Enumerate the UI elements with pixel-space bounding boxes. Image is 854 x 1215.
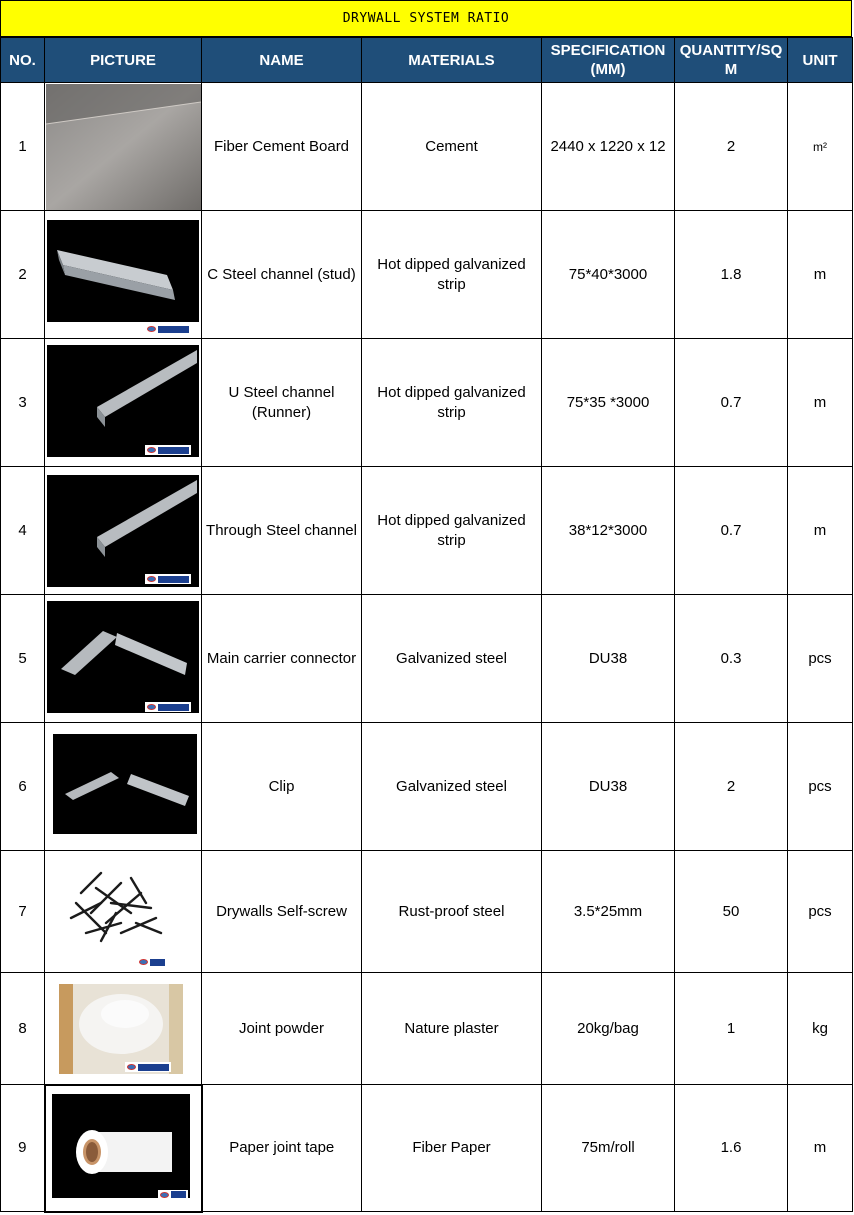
cell-materials: Galvanized steel xyxy=(362,723,542,851)
table-row xyxy=(1,339,853,467)
cell-materials: Hot dipped galvanized strip xyxy=(362,211,542,339)
table-row xyxy=(1,1085,853,1212)
cell-name: Joint powder xyxy=(202,973,362,1085)
header-no: NO. xyxy=(1,38,45,83)
cell-picture xyxy=(45,973,202,1085)
cell-unit: m xyxy=(788,211,853,339)
ratio-table xyxy=(0,37,853,1213)
self-screw-photo xyxy=(61,863,171,953)
cell-unit: kg xyxy=(788,973,853,1085)
table-row xyxy=(1,467,853,595)
cell-name: Through Steel channel xyxy=(202,467,362,595)
header-quantity: QUANTITY/SQ M xyxy=(675,38,788,83)
cell-picture xyxy=(45,595,202,723)
cell-qty: 2 xyxy=(675,83,788,211)
cell-no: 3 xyxy=(1,339,45,467)
cell-materials: Rust-proof steel xyxy=(362,851,542,973)
cell-unit: pcs xyxy=(788,723,853,851)
cell-spec: 20kg/bag xyxy=(542,973,675,1085)
cell-spec: 75*35 *3000 xyxy=(542,339,675,467)
cell-no: 6 xyxy=(1,723,45,851)
cell-no: 5 xyxy=(1,595,45,723)
brand-logo-icon xyxy=(158,1190,188,1200)
brand-logo-icon xyxy=(137,957,167,967)
cell-no: 1 xyxy=(1,83,45,211)
cell-unit: pcs xyxy=(788,595,853,723)
cell-name: C Steel channel (stud) xyxy=(202,211,362,339)
cell-picture xyxy=(45,339,202,467)
header-name: NAME xyxy=(202,38,362,83)
joint-powder-photo xyxy=(59,984,183,1074)
brand-logo-icon xyxy=(145,574,191,584)
cell-spec: DU38 xyxy=(542,595,675,723)
c-steel-channel-photo xyxy=(47,220,199,322)
header-specification: SPECIFICATION (MM) xyxy=(542,38,675,83)
table-row xyxy=(1,83,853,211)
cell-picture xyxy=(45,723,202,851)
cell-spec: 2440 x 1220 x 12 xyxy=(542,83,675,211)
cell-picture xyxy=(45,211,202,339)
cell-name: Fiber Cement Board xyxy=(202,83,362,211)
sheet-title: DRYWALL SYSTEM RATIO xyxy=(0,0,852,37)
cell-qty: 0.3 xyxy=(675,595,788,723)
cell-picture xyxy=(45,83,202,211)
cell-unit: m xyxy=(788,339,853,467)
cell-no: 2 xyxy=(1,211,45,339)
table-row xyxy=(1,851,853,973)
brand-logo-icon xyxy=(145,702,191,712)
table-row xyxy=(1,723,853,851)
cell-no: 9 xyxy=(1,1085,45,1212)
brand-logo-icon xyxy=(125,1062,171,1072)
table-row xyxy=(1,973,853,1085)
cell-qty: 1.6 xyxy=(675,1085,788,1212)
cell-materials: Cement xyxy=(362,83,542,211)
cell-materials: Hot dipped galvanized strip xyxy=(362,467,542,595)
cell-spec: 38*12*3000 xyxy=(542,467,675,595)
cell-materials: Fiber Paper xyxy=(362,1085,542,1212)
cell-unit: m xyxy=(788,467,853,595)
cell-name: Clip xyxy=(202,723,362,851)
cell-unit: m² xyxy=(788,83,853,211)
cell-spec: 3.5*25mm xyxy=(542,851,675,973)
cell-qty: 0.7 xyxy=(675,339,788,467)
table-row xyxy=(1,211,853,339)
header-row xyxy=(1,38,853,83)
cell-qty: 50 xyxy=(675,851,788,973)
clip-photo xyxy=(53,734,197,834)
cell-qty: 1 xyxy=(675,973,788,1085)
cell-name: U Steel channel (Runner) xyxy=(202,339,362,467)
brand-logo-icon xyxy=(145,324,191,334)
cell-picture xyxy=(45,851,202,973)
table-row xyxy=(1,595,853,723)
cell-unit: m xyxy=(788,1085,853,1212)
cell-spec: DU38 xyxy=(542,723,675,851)
cell-materials: Hot dipped galvanized strip xyxy=(362,339,542,467)
cell-name: Paper joint tape xyxy=(202,1085,362,1212)
cell-no: 7 xyxy=(1,851,45,973)
cell-spec: 75m/roll xyxy=(542,1085,675,1212)
fiber-cement-board-photo xyxy=(46,84,201,210)
u-steel-channel-photo xyxy=(47,345,199,457)
cell-name: Main carrier connector xyxy=(202,595,362,723)
header-unit: UNIT xyxy=(788,38,853,83)
brand-logo-icon xyxy=(145,445,191,455)
cell-qty: 2 xyxy=(675,723,788,851)
header-materials: MATERIALS xyxy=(362,38,542,83)
cell-spec: 75*40*3000 xyxy=(542,211,675,339)
cell-picture xyxy=(45,467,202,595)
cell-qty: 0.7 xyxy=(675,467,788,595)
cell-name: Drywalls Self-screw xyxy=(202,851,362,973)
cell-qty: 1.8 xyxy=(675,211,788,339)
through-steel-channel-photo xyxy=(47,475,199,587)
cell-picture xyxy=(45,1085,202,1212)
header-picture: PICTURE xyxy=(45,38,202,83)
cell-materials: Nature plaster xyxy=(362,973,542,1085)
cell-materials: Galvanized steel xyxy=(362,595,542,723)
paper-joint-tape-photo xyxy=(52,1094,190,1198)
cell-unit: pcs xyxy=(788,851,853,973)
cell-no: 8 xyxy=(1,973,45,1085)
main-carrier-connector-photo xyxy=(47,601,199,713)
cell-no: 4 xyxy=(1,467,45,595)
